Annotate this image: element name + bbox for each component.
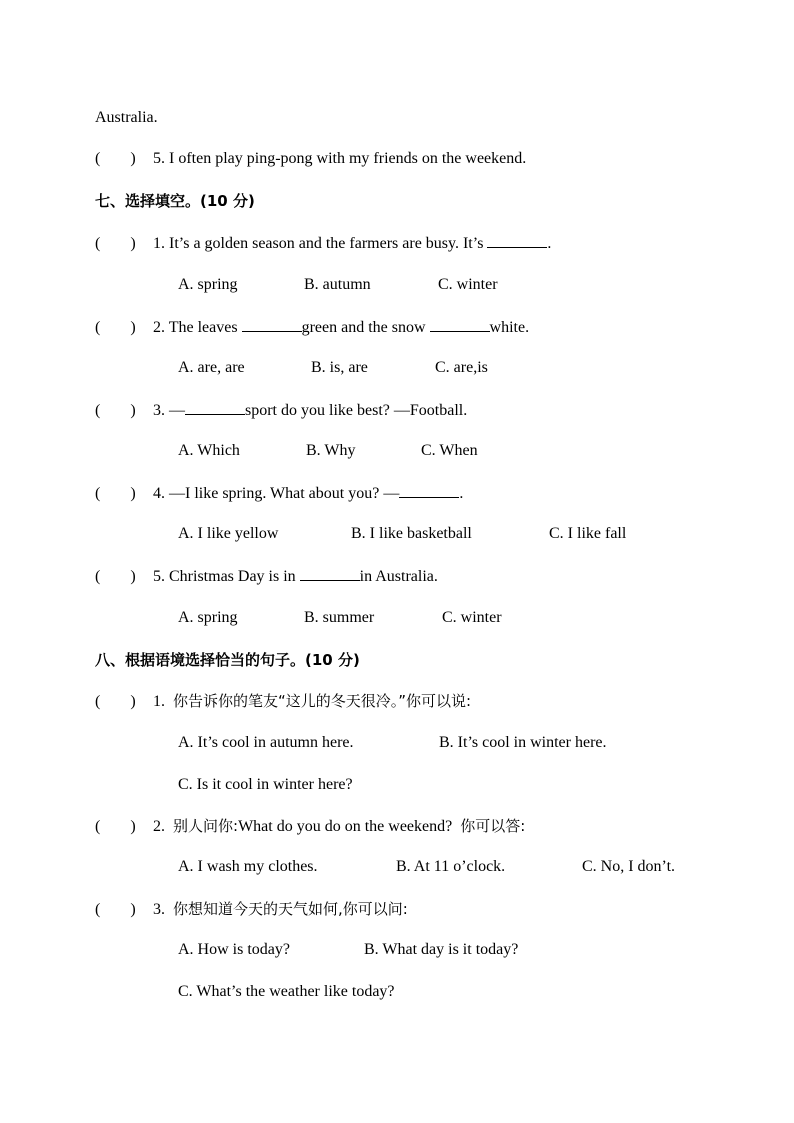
- option-b[interactable]: B. It’s cool in winter here.: [439, 734, 607, 751]
- fill-blank[interactable]: [487, 233, 547, 248]
- question-text-end: sport do you like best? —Football.: [245, 402, 468, 419]
- question-text: 5. I often play ping-pong with my friends on the weekend.: [153, 150, 527, 167]
- question-text-cn: 别人问你:: [173, 817, 239, 835]
- option-c[interactable]: C. When: [421, 442, 478, 459]
- fill-blank[interactable]: [300, 566, 360, 581]
- question-row: [95, 691, 471, 712]
- question-row: [95, 233, 551, 254]
- question-text-end: .: [547, 235, 552, 252]
- answer-paren[interactable]: ( ): [95, 402, 136, 419]
- option-a[interactable]: A. spring: [178, 609, 238, 626]
- question-row: [95, 317, 529, 338]
- answer-paren[interactable]: ( ): [95, 693, 136, 710]
- question-text: 5. Christmas Day is in: [153, 568, 296, 585]
- option-c[interactable]: C. I like fall: [549, 525, 627, 542]
- option-c[interactable]: C. What’s the weather like today?: [178, 983, 395, 1000]
- question-text: 4. —I like spring. What about you? —: [153, 485, 400, 502]
- fill-blank[interactable]: [399, 483, 459, 498]
- question-text: 你想知道今天的天气如何,你可以问:: [173, 900, 408, 918]
- section-title: 七、选择填空。(10 分): [95, 192, 255, 210]
- answer-paren[interactable]: ( ): [95, 485, 136, 502]
- question-row: [95, 899, 408, 920]
- option-b[interactable]: B. I like basketball: [351, 525, 472, 542]
- answer-paren[interactable]: ( ): [95, 150, 136, 167]
- option-b[interactable]: B. summer: [304, 609, 375, 626]
- question-text: 2. The leaves: [153, 319, 238, 336]
- option-b[interactable]: B. Why: [306, 442, 356, 459]
- option-c[interactable]: C. are,is: [435, 359, 488, 376]
- fill-blank[interactable]: [185, 400, 245, 415]
- fill-blank[interactable]: [430, 317, 490, 332]
- question-text-en: What do you do on the weekend?: [238, 818, 453, 835]
- question-text-mid: green and the snow: [301, 319, 426, 336]
- fill-blank[interactable]: [242, 317, 302, 332]
- option-a[interactable]: A. How is today?: [178, 941, 290, 958]
- option-a[interactable]: A. spring: [178, 276, 238, 293]
- question-number: 2.: [153, 818, 165, 835]
- question-text-end: .: [459, 485, 464, 502]
- answer-paren[interactable]: ( ): [95, 235, 136, 252]
- continuation-text: Australia.: [95, 109, 158, 126]
- option-b[interactable]: B. is, are: [311, 359, 368, 376]
- answer-paren[interactable]: ( ): [95, 568, 136, 585]
- option-a[interactable]: A. Which: [178, 442, 240, 459]
- question-row: [95, 566, 438, 587]
- question-text: 1. It’s a golden season and the farmers are busy. It’s: [153, 235, 484, 252]
- option-c[interactable]: C. winter: [442, 609, 502, 626]
- option-c[interactable]: C. No, I don’t.: [582, 858, 676, 875]
- section-title: 八、根据语境选择恰当的句子。(10 分): [95, 651, 360, 669]
- question-number: 1.: [153, 693, 165, 710]
- option-a[interactable]: A. are, are: [178, 359, 245, 376]
- option-a[interactable]: A. I wash my clothes.: [178, 858, 318, 875]
- question-text-end: white.: [489, 319, 530, 336]
- answer-paren[interactable]: ( ): [95, 818, 136, 835]
- answer-paren[interactable]: ( ): [95, 901, 136, 918]
- question-row: [95, 816, 525, 837]
- option-b[interactable]: B. What day is it today?: [364, 941, 519, 958]
- option-b[interactable]: B. At 11 o’clock.: [396, 858, 506, 875]
- option-a[interactable]: A. I like yellow: [178, 525, 279, 542]
- question-text: 3. —: [153, 402, 185, 419]
- question-row: [95, 483, 463, 504]
- answer-paren[interactable]: ( ): [95, 319, 136, 336]
- question-row: [95, 149, 526, 169]
- option-c[interactable]: C. winter: [438, 276, 498, 293]
- question-text: 你告诉你的笔友“这儿的冬天很冷。”你可以说:: [173, 692, 472, 710]
- question-text-cn: 你可以答:: [460, 817, 526, 835]
- question-row: [95, 400, 467, 421]
- option-b[interactable]: B. autumn: [304, 276, 371, 293]
- question-number: 3.: [153, 901, 165, 918]
- option-c[interactable]: C. Is it cool in winter here?: [178, 776, 353, 793]
- option-a[interactable]: A. It’s cool in autumn here.: [178, 734, 354, 751]
- question-text-end: in Australia.: [359, 568, 438, 585]
